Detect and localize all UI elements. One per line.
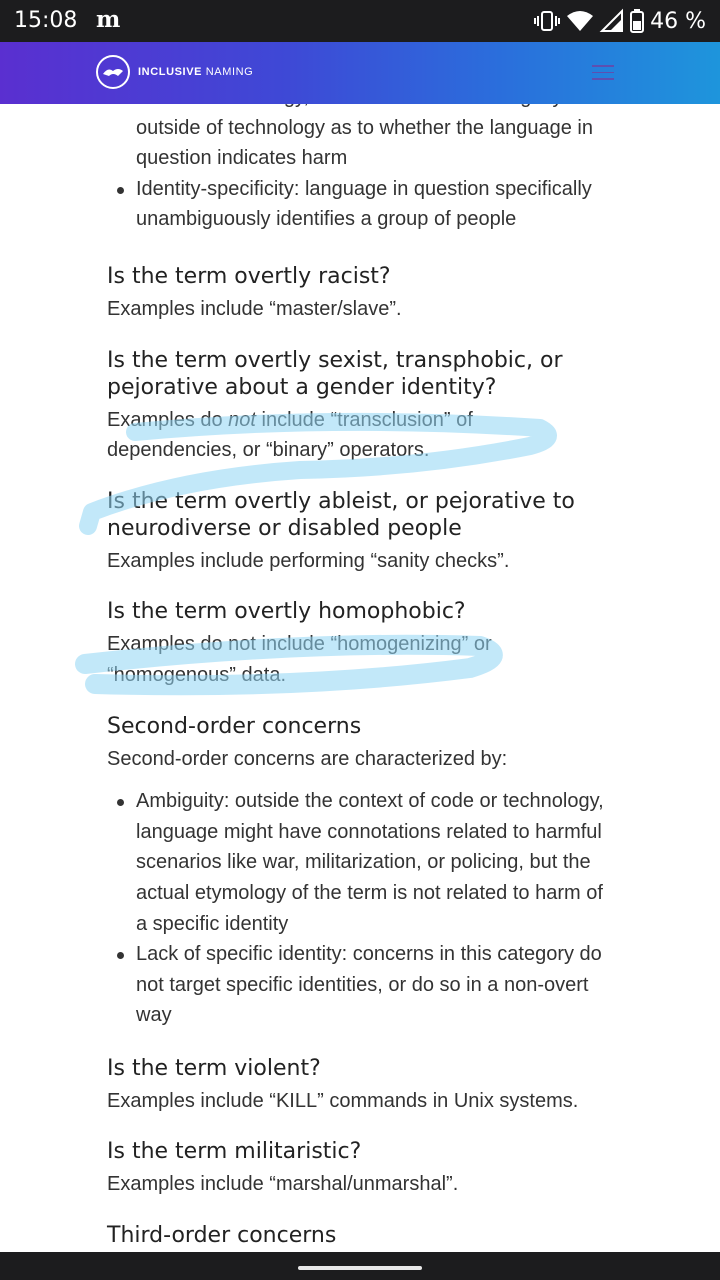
second-order-bullet-list [0, 786, 720, 1031]
logo-regular: NAMING [205, 66, 254, 78]
battery-icon [630, 9, 644, 33]
list-item: Lack of specific identity: concerns in this category do not target specific identities, or do so in a non-overt way [0, 939, 720, 1031]
section-heading: Is the term overtly homophobic? [107, 599, 466, 625]
section-text: Examples include “marshal/unmarshal”. [107, 1173, 459, 1196]
section-text [0, 405, 720, 466]
section-heading: Is the term overtly sexist, transphobic, or pejorative about a gender identity? [107, 347, 563, 400]
section-heading: Second-order concerns [107, 713, 362, 739]
logo-bold: INCLUSIVE [138, 66, 203, 78]
status-time: 15:08 [14, 8, 78, 33]
section-heading: Is the term overtly racist? [107, 263, 391, 289]
section-heading: Third-order concerns [107, 1223, 337, 1249]
text-emphasis: not [228, 408, 256, 431]
section-text: Examples do not include “homogenizing” or “homogenous” data. [107, 633, 492, 686]
section-text: Examples include “master/slave”. [107, 297, 402, 320]
hamburger-menu-icon[interactable] [588, 60, 618, 88]
status-bar [0, 0, 720, 42]
section-text: Examples include performing “sanity checks”. [107, 549, 510, 572]
system-nav-bar [0, 1252, 720, 1280]
intro-bullet-list [0, 82, 720, 235]
text-fragment: Examples do [107, 408, 229, 431]
page-content [0, 104, 720, 1252]
section-heading: Is the term violent? [107, 1055, 321, 1081]
section-heading: Is the term militaristic? [107, 1139, 362, 1165]
logo-icon[interactable] [96, 55, 130, 89]
section-text: Examples include “KILL” commands in Unix systems. [107, 1089, 579, 1112]
signal-icon [600, 10, 624, 32]
list-item: Identity-specificity: language in question specifically unambiguously identifies a group of people [0, 174, 720, 235]
section-heading: Is the term overtly ableist, or pejorative to neurodiverse or disabled people [107, 488, 575, 541]
home-gesture-handle[interactable] [298, 1266, 422, 1270]
list-item: outside of technology as to whether the language in question indicates harm [0, 82, 720, 174]
wifi-icon [566, 10, 594, 32]
list-item: Ambiguity: outside the context of code or technology, language might have connotations related to harmful scenarios like war, militarization, or policing, but the actual etymology of the term is not related to harm of a specific identity [0, 786, 720, 939]
battery-percent: 46 % [650, 8, 706, 34]
text-fragment: include “transclusion” of dependencies, or “binary” operators. [107, 408, 473, 462]
app-notification-icon: m [96, 6, 121, 33]
section-text: Second-order concerns are characterized by: [107, 747, 508, 770]
logo-text[interactable] [138, 66, 253, 78]
vibrate-icon [534, 10, 560, 32]
